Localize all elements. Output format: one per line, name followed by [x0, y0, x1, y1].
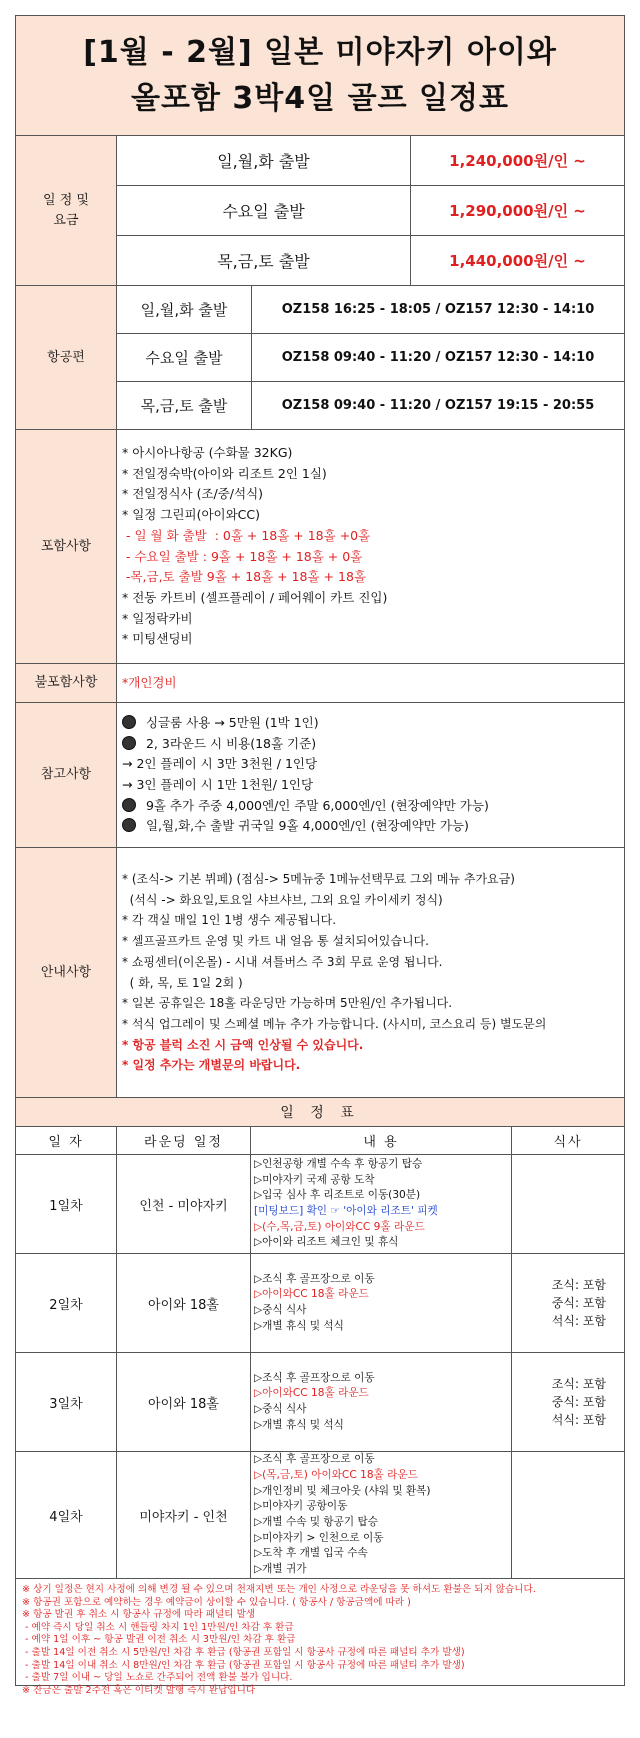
guide-item: ( 화, 목, 토 1일 2회 ) [122, 975, 243, 990]
schedule-route: 아이와 18홀 [117, 1254, 251, 1352]
schedule-row [16, 1452, 624, 1579]
flight-detail: OZ158 09:40 - 11:20 / OZ157 19:15 - 20:55 [281, 398, 595, 413]
header-route: 라운딩 일정 [117, 1127, 251, 1154]
schedule-route: 미야자키 - 인천 [117, 1452, 251, 1578]
included-item: - 수요일 출발 : 9홀 + 18홀 + 18홀 + 0홀 [122, 548, 363, 564]
meal-item: 중식: 포함 [551, 1395, 606, 1409]
pricing-departure: 일,월,화 출발 [117, 136, 411, 185]
schedule-item: ▷입국 심사 후 리조트로 이동(30분) [254, 1189, 421, 1202]
schedule-day: 1일차 [16, 1155, 117, 1253]
schedule-item: ▷조식 후 골프장으로 이동 [254, 1453, 375, 1466]
schedule-item: ▷조식 후 골프장으로 이동 [254, 1371, 375, 1384]
excluded-section [16, 664, 624, 703]
meal-item: 조식: 포함 [551, 1278, 606, 1292]
schedule-item: ▷미야자키 공항이동 [254, 1500, 348, 1513]
pricing-label-line2: 요금 [53, 212, 79, 228]
included-list [117, 430, 624, 663]
notes [16, 1579, 624, 1696]
reference-text: 2, 3라운드 시 비용(18홀 기준) [142, 735, 317, 751]
schedule-meals [512, 1155, 624, 1253]
flights-section [16, 286, 624, 430]
title-line-1: [1월 - 2월] 일본 미야자키 아이와 [83, 34, 557, 70]
schedule-item: ▷아이와CC 18홀 라운드 [254, 1387, 369, 1400]
guide-item: * 일정 추가는 개별문의 바랍니다. [122, 1058, 301, 1073]
flights-label: 항공편 [16, 286, 117, 429]
schedule-row [16, 1353, 624, 1452]
included-item: - 일 월 화 출발 : 0홀 + 18홀 + 18홀 +0홀 [122, 527, 371, 543]
header-content: 내 용 [251, 1127, 512, 1154]
flight-departure: 수요일 출발 [117, 334, 252, 381]
guide-item: * 항공 블럭 소진 시 금액 인상될 수 있습니다. [122, 1037, 364, 1052]
schedule-row [16, 1155, 624, 1254]
reference-item [122, 734, 619, 755]
pricing-label [16, 136, 117, 285]
schedule-content [251, 1353, 512, 1451]
pricing-label-line1: 일 정 및 [43, 192, 89, 208]
reference-text: → 3인 플레이 시 1만 1천원/ 1인당 [122, 777, 314, 792]
bullet-icon [122, 818, 136, 832]
schedule-item: ▷조식 후 골프장으로 이동 [254, 1272, 375, 1285]
bullet-icon [122, 715, 136, 729]
schedule-item: ▷아이와 리조트 체크인 및 휴식 [254, 1236, 399, 1249]
schedule-days [16, 1155, 624, 1579]
schedule-item: ▷(수,목,금,토) 아이와CC 9홀 라운드 [254, 1220, 425, 1233]
pricing-departure: 목,금,토 출발 [117, 236, 411, 285]
reference-text: 9홀 추가 주중 4,000엔/인 주말 6,000엔/인 (현장예약만 가능) [142, 797, 489, 813]
included-section [16, 430, 624, 664]
guide-item: * 석식 업그레이 및 스페셜 메뉴 추가 가능합니다. (사시미, 코스요리 등) 별도문의 [122, 1016, 547, 1031]
schedule-item: [미팅보드] 확인 ☞ '아이와 리조트' 피켓 [254, 1205, 438, 1217]
reference-text: 일,월,화,수 출발 귀국일 9홀 4,000엔/인 (현장예약만 가능) [142, 818, 469, 834]
itinerary-sheet [15, 15, 625, 1696]
guide-label: 안내사항 [16, 848, 117, 1097]
meal-item: 조식: 포함 [551, 1377, 606, 1391]
reference-section [16, 703, 624, 848]
schedule-meals [512, 1254, 624, 1352]
pricing-price: 1,440,000원/인 ~ [449, 252, 586, 270]
reference-text: 싱글룸 사용 → 5만원 (1박 1인) [142, 714, 319, 730]
schedule-route: 아이와 18홀 [117, 1353, 251, 1451]
excluded-content [117, 664, 624, 702]
excluded-label: 불포함사항 [16, 664, 117, 702]
guide-section [16, 848, 624, 1098]
schedule-item: ▷개별 휴식 및 석식 [254, 1418, 344, 1431]
pricing-row [117, 136, 624, 186]
guide-item: * 각 객실 매일 1인 1병 생수 제공됩니다. [122, 913, 337, 928]
schedule-route: 인천 - 미야자키 [117, 1155, 251, 1253]
guide-item: (석식 -> 화요일,토요일 샤브샤브, 그외 요일 카이세키 정식) [122, 892, 443, 907]
reference-item [122, 816, 619, 837]
pricing-price: 1,240,000원/인 ~ [449, 152, 586, 170]
reference-text: → 2인 플레이 시 3만 3천원 / 1인당 [122, 756, 318, 772]
schedule-item: ▷개별 휴식 및 석식 [254, 1319, 344, 1332]
schedule-day: 2일차 [16, 1254, 117, 1352]
meal-item: 중식: 포함 [551, 1296, 606, 1310]
schedule-item: ▷중식 식사 [254, 1403, 307, 1415]
note-line: - 출발 14일 이내 취소 시 8만원/인 차감 후 환급 (항공권 포함일 시 항공사 규정에 따른 패널티 추가 발생) [22, 1659, 465, 1671]
note-line: ※ 잔금은 출발 2주전 혹은 이티켓 발행 즉시 완납입니다 [22, 1684, 256, 1696]
included-item: * 미팅샌딩비 [122, 631, 193, 647]
schedule-item: ▷인천공항 개별 수속 후 항공기 탑승 [254, 1157, 423, 1170]
guide-item: * 일본 공휴일은 18홀 라운딩만 가능하며 5만원/인 추가됩니다. [122, 996, 453, 1011]
note-line: - 출발 14일 이전 취소 시 5만원/인 차감 후 환급 (항공권 포함일 시 항공사 규정에 따른 패널티 추가 발생) [22, 1646, 465, 1658]
title-line-2: 올포함 3박4일 골프 일정표 [131, 80, 509, 116]
bullet-icon [122, 736, 136, 750]
schedule-meals [512, 1353, 624, 1451]
bullet-icon [122, 798, 136, 812]
pricing-price: 1,290,000원/인 ~ [449, 202, 586, 220]
reference-item [122, 796, 619, 817]
flight-row [117, 286, 624, 334]
schedule-row [16, 1254, 624, 1353]
included-item: * 전동 카트비 (셀프플레이 / 페어웨이 카트 진입) [122, 589, 388, 605]
reference-label: 참고사항 [16, 703, 117, 847]
schedule-header [16, 1127, 624, 1155]
reference-list [117, 703, 624, 847]
flight-detail: OZ158 09:40 - 11:20 / OZ157 12:30 - 14:10 [281, 350, 595, 365]
included-label: 포함사항 [16, 430, 117, 663]
schedule-item: ▷미야자키 국제 공항 도착 [254, 1173, 375, 1186]
schedule-item: ▷아이와CC 18홀 라운드 [254, 1288, 369, 1301]
included-item: * 전일정식사 (조/중/석식) [122, 486, 264, 502]
guide-item: * (조식-> 기본 뷔페) (점심-> 5메뉴중 1메뉴선택무료 그외 메뉴 추가요금) [122, 871, 515, 886]
included-item: * 일정 그린피(아이와CC) [122, 507, 261, 523]
schedule-content [251, 1452, 512, 1578]
note-line: ※ 상기 일정은 현지 사정에 의해 변경 될 수 있으며 천재지변 또는 개인 사정으로 라운딩을 못 하셔도 환불은 되지 않습니다. [22, 1584, 536, 1595]
header-day: 일 자 [16, 1127, 117, 1154]
header-meals: 식사 [553, 1135, 583, 1150]
schedule-item: ▷개인정비 및 체크아웃 (샤워 및 환복) [254, 1484, 431, 1497]
excluded-text: 개인경비 [128, 674, 177, 690]
included-item: * 전일정숙박(아이와 리조트 2인 1실) [122, 465, 327, 481]
meal-item: 석식: 포함 [551, 1314, 606, 1328]
flight-detail: OZ158 16:25 - 18:05 / OZ157 12:30 - 14:10 [281, 302, 595, 317]
schedule-content [251, 1254, 512, 1352]
schedule-item: ▷개별 귀가 [254, 1563, 307, 1576]
pricing-row [117, 236, 624, 285]
schedule-meals [512, 1452, 624, 1578]
schedule-item: ▷(목,금,토) 아이와CC 18홀 라운드 [254, 1468, 418, 1481]
included-item: * 아시아나항공 (수화물 32KG) [122, 444, 293, 460]
included-item: * 일정락카비 [122, 610, 193, 626]
reference-item [122, 754, 619, 775]
schedule-item: ▷도착 후 개별 입국 수속 [254, 1547, 368, 1560]
flight-departure: 목,금,토 출발 [117, 382, 252, 429]
note-line: ※ 항공 발권 후 취소 시 항공사 규정에 따라 패널티 발생 [22, 1609, 256, 1621]
flight-row [117, 382, 624, 429]
note-line: ※ 항공권 포함으로 예약하는 경우 예약금이 상이할 수 있습니다. ( 항공사 / 항공금액에 따라 ) [22, 1596, 411, 1608]
schedule-item: ▷중식 식사 [254, 1304, 307, 1316]
flight-row [117, 334, 624, 382]
pricing-section [16, 136, 624, 286]
reference-item [122, 775, 619, 796]
schedule-title: 일 정 표 [16, 1098, 624, 1127]
flight-departure: 일,월,화 출발 [117, 286, 252, 333]
reference-item [122, 713, 619, 734]
guide-item: * 쇼핑센터(이온몰) - 시내 셔틀버스 주 3회 무료 운영 됩니다. [122, 954, 443, 969]
schedule-item: ▷미야자키 > 인천으로 이동 [254, 1531, 384, 1544]
guide-list [117, 848, 624, 1097]
schedule-day: 4일차 [16, 1452, 117, 1578]
excluded-star: * [122, 674, 129, 690]
pricing-row [117, 186, 624, 236]
note-line: - 출발 7일 이내 ~ 당일 노쇼로 간주되어 전액 환불 불가 입니다. [22, 1672, 293, 1684]
page-title [16, 16, 624, 136]
meal-item: 석식: 포함 [551, 1413, 606, 1427]
schedule-item: ▷개별 수속 및 항공기 탑승 [254, 1516, 378, 1528]
included-item: -목,금,토 출발 9홀 + 18홀 + 18홀 + 18홀 [122, 569, 366, 585]
schedule-day: 3일차 [16, 1353, 117, 1451]
note-line: - 예약 1일 이후 ~ 항공 발권 이전 취소 시 3만원/인 차감 후 환급 [22, 1634, 296, 1646]
pricing-departure: 수요일 출발 [117, 186, 411, 235]
schedule-content [251, 1155, 512, 1253]
note-line: - 예약 즉시 당일 취소 시 핸들링 차지 1인 1만원/인 차감 후 환급 [22, 1621, 294, 1633]
guide-item: * 셀프골프카트 운영 및 카트 내 얼음 통 설치되어있습니다. [122, 934, 429, 949]
